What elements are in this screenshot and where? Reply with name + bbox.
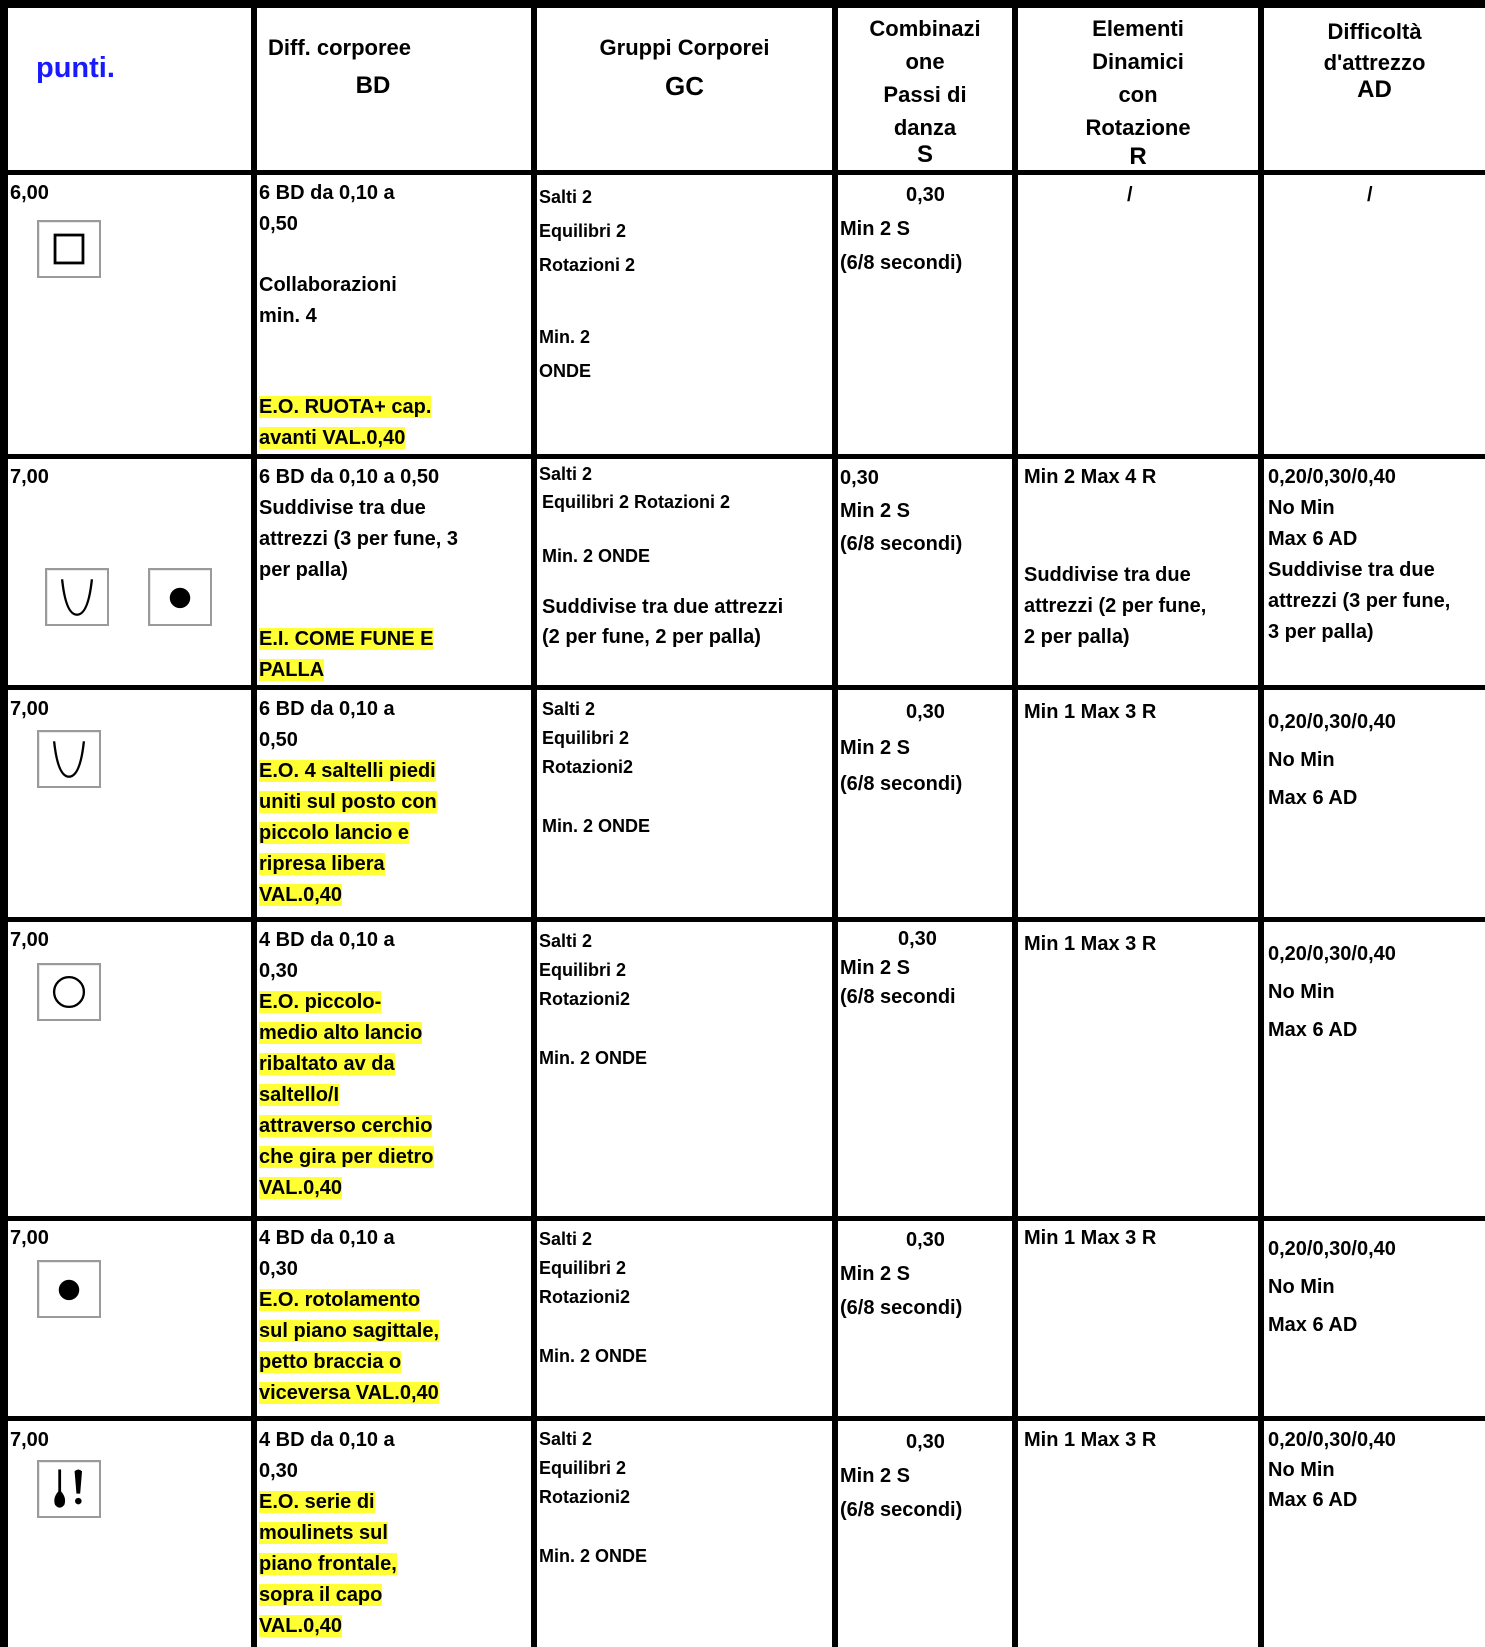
ad-line: 0,20/0,30/0,40 [1268, 943, 1396, 965]
row-gc-onde: Min. 2 ONDE [542, 816, 651, 836]
bd-highlight-line: uniti sul posto con [259, 791, 437, 813]
bd-highlight-line: E.O. serie di [259, 1491, 375, 1513]
column-divider [1258, 0, 1264, 1647]
header-s-line: S [916, 141, 933, 168]
row-punti: 7,00 [10, 1227, 49, 1249]
bd-highlight-line: sopra il capo [259, 1584, 383, 1606]
bd-highlight-line: E.I. COME FUNE E [259, 628, 434, 650]
row-gc-onde: Min. 2 ONDE [539, 1048, 648, 1068]
row-punti: 7,00 [10, 466, 49, 488]
r-line: Suddivise tra due [1024, 564, 1191, 586]
s-value: 0,30 [906, 1229, 945, 1251]
s-line: Min 2 S [840, 957, 911, 979]
bd-highlight-line: VAL.0,40 [259, 884, 342, 906]
row-r: Min 1 Max 3 R [1024, 933, 1157, 955]
table-border-left [0, 0, 8, 1647]
ad-line: 0,20/0,30/0,40 [1268, 1429, 1396, 1451]
bd-highlight-line: petto braccia o [259, 1351, 402, 1373]
bd-highlight-line: E.O. rotolamento [259, 1289, 421, 1311]
ad-line: No Min [1268, 1276, 1335, 1298]
bd-line: 0,30 [259, 960, 298, 982]
header-r [1018, 12, 1258, 170]
s-line: Min 2 S [840, 218, 911, 240]
bd-highlight-line: VAL.0,40 [259, 1615, 342, 1637]
bd-highlight-line: moulinets sul [259, 1522, 388, 1544]
row-bd-highlight [259, 624, 433, 686]
header-r-line: Dinamici [1092, 49, 1184, 74]
row-s [840, 462, 962, 561]
s-line: (6/8 secondi) [840, 773, 963, 795]
s-value: 0,30 [906, 184, 945, 206]
row-ad [1268, 462, 1450, 648]
row-punti: 6,00 [10, 182, 49, 204]
gc-line: Equilibri 2 Rotazioni 2 [542, 492, 731, 512]
row-s [840, 1425, 962, 1527]
s-line: Min 2 S [840, 500, 911, 522]
bd-line: 6 BD da 0,10 a 0,50 [259, 466, 440, 488]
ad-line: 3 per palla) [1268, 621, 1374, 643]
row-gc [539, 180, 635, 282]
row-bd [259, 462, 458, 586]
row-s [840, 1223, 962, 1325]
row-bd-highlight [259, 1285, 439, 1409]
row-s [840, 925, 956, 1012]
ball-icon [148, 568, 212, 626]
row-ad [1268, 703, 1396, 817]
bd-line: min. 4 [259, 305, 317, 327]
header-gc [537, 32, 832, 102]
column-divider [832, 0, 838, 1647]
row-s [840, 694, 962, 802]
row-punti: 7,00 [10, 1429, 49, 1451]
row-r-extra [1024, 560, 1206, 653]
gc-line: Salti 2 [539, 1229, 593, 1249]
ad-line: Suddivise tra due [1268, 559, 1435, 581]
s-line: (6/8 secondi [840, 986, 956, 1008]
header-bd-line2: BD [355, 72, 391, 99]
row-bd [259, 694, 395, 756]
row-r: Min 1 Max 3 R [1024, 701, 1157, 723]
bd-highlight-line: che gira per dietro [259, 1146, 434, 1168]
ad-line: No Min [1268, 1459, 1335, 1481]
header-ad-line: AD [1357, 76, 1392, 103]
s-value: 0,30 [840, 467, 879, 489]
row-divider [0, 1416, 1485, 1421]
row-gc [539, 927, 630, 1014]
column-divider [251, 0, 257, 1647]
row-divider [0, 454, 1485, 459]
ad-line: 0,20/0,30/0,40 [1268, 1238, 1396, 1260]
gc-line: Salti 2 [539, 931, 593, 951]
gc-line: Equilibri 2 [539, 960, 627, 980]
header-gc-line1: Gruppi Corporei [599, 35, 770, 60]
gc-line: Suddivise tra due attrezzi [542, 596, 784, 618]
header-punti: punti. [36, 52, 115, 84]
bd-line: 0,50 [259, 213, 298, 235]
clubs-icon [37, 1460, 101, 1518]
row-ad: / [1367, 184, 1373, 206]
bd-line: attrezzi (3 per fune, 3 [259, 528, 458, 550]
gc-line: ONDE [539, 361, 592, 381]
header-r-line: con [1118, 82, 1158, 107]
r-line: attrezzi (2 per fune, [1024, 595, 1207, 617]
row-bd [259, 178, 395, 240]
rope-icon [45, 568, 109, 626]
bd-highlight-line: attraverso cerchio [259, 1115, 433, 1137]
row-gc-onde: Min. 2 ONDE [539, 1546, 648, 1566]
s-line: Min 2 S [840, 1263, 911, 1285]
s-line: Min 2 S [840, 737, 911, 759]
gc-line: Equilibri 2 [539, 1258, 627, 1278]
ad-line: Max 6 AD [1268, 787, 1358, 809]
row-r: Min 1 Max 3 R [1024, 1227, 1157, 1249]
gc-line: Rotazioni2 [539, 1287, 631, 1307]
gc-line: (2 per fune, 2 per palla) [542, 626, 761, 648]
gc-line: Salti 2 [542, 699, 596, 719]
header-s [838, 12, 1012, 166]
s-line: Min 2 S [840, 1465, 911, 1487]
gc-line: Equilibri 2 [539, 1458, 627, 1478]
bd-highlight-line: viceversa VAL.0,40 [259, 1382, 439, 1404]
bd-highlight-line: avanti VAL.0,40 [259, 427, 406, 449]
row-gc [539, 1225, 630, 1312]
s-line: (6/8 secondi) [840, 533, 963, 555]
row-divider [0, 917, 1485, 922]
header-ad-line: d'attrezzo [1323, 50, 1426, 75]
bd-highlight-line: piccolo lancio e [259, 822, 410, 844]
ball-icon [37, 1260, 101, 1318]
gc-line: Min. 2 [539, 327, 591, 347]
square-icon [37, 220, 101, 278]
s-value: 0,30 [898, 928, 937, 950]
bd-highlight-line: E.O. RUOTA+ cap. [259, 396, 432, 418]
gc-line: Rotazioni2 [539, 989, 631, 1009]
bd-highlight-line: medio alto lancio [259, 1022, 423, 1044]
bd-line: per palla) [259, 559, 348, 581]
header-s-line: one [905, 49, 945, 74]
row-punti: 7,00 [10, 929, 49, 951]
header-r-line: R [1129, 143, 1147, 170]
header-r-line: Elementi [1092, 16, 1184, 41]
bd-line: 4 BD da 0,10 a [259, 929, 395, 951]
bd-line: 4 BD da 0,10 a [259, 1227, 395, 1249]
bd-highlight-line: ripresa libera [259, 853, 385, 875]
rope-icon [37, 730, 101, 788]
ad-line: 0,20/0,30/0,40 [1268, 466, 1396, 488]
row-divider [0, 1216, 1485, 1221]
row-bd-extra [259, 270, 397, 332]
bd-line: 0,30 [259, 1258, 298, 1280]
r-line: 2 per palla) [1024, 626, 1130, 648]
ad-line: No Min [1268, 749, 1335, 771]
bd-highlight-line: sul piano sagittale, [259, 1320, 440, 1342]
gc-line: Equilibri 2 [542, 728, 630, 748]
row-r: Min 1 Max 3 R [1024, 1429, 1157, 1451]
row-ad [1268, 935, 1396, 1049]
gc-line: Rotazioni2 [542, 757, 634, 777]
s-value: 0,30 [906, 701, 945, 723]
bd-highlight-line: PALLA [259, 659, 325, 681]
s-line: (6/8 secondi) [840, 252, 963, 274]
row-punti: 7,00 [10, 698, 49, 720]
row-divider [0, 170, 1485, 175]
bd-line: 6 BD da 0,10 a [259, 698, 395, 720]
row-bd-highlight [259, 1487, 397, 1642]
header-s-line: danza [893, 115, 957, 140]
header-s-line: Passi di [883, 82, 967, 107]
row-r: Min 2 Max 4 R [1024, 466, 1157, 488]
row-gc-onde: Min. 2 ONDE [542, 546, 651, 566]
row-gc [539, 460, 730, 516]
bd-highlight-line: VAL.0,40 [259, 1177, 342, 1199]
gc-line: Equilibri 2 [539, 221, 627, 241]
row-bd [259, 1425, 395, 1487]
gc-line: Rotazioni2 [539, 1487, 631, 1507]
bd-line: 4 BD da 0,10 a [259, 1429, 395, 1451]
ad-line: No Min [1268, 497, 1335, 519]
bd-line: 0,30 [259, 1460, 298, 1482]
ad-line: No Min [1268, 981, 1335, 1003]
row-bd [259, 925, 395, 987]
header-bd [268, 32, 478, 102]
row-gc-onde: Min. 2 ONDE [539, 1346, 648, 1366]
column-divider [1012, 0, 1018, 1647]
bd-highlight-line: E.O. 4 saltelli piedi [259, 760, 436, 782]
ad-line: Max 6 AD [1268, 1019, 1358, 1041]
header-ad [1264, 16, 1485, 102]
gc-line: Salti 2 [539, 464, 593, 484]
row-ad [1268, 1425, 1396, 1515]
header-s-line: Combinazi [869, 16, 981, 41]
row-bd-highlight [259, 392, 431, 454]
gc-line: Salti 2 [539, 187, 593, 207]
bd-highlight-line: piano frontale, [259, 1553, 397, 1575]
row-gc-onde [539, 320, 591, 388]
ad-line: attrezzi (3 per fune, [1268, 590, 1451, 612]
gc-line: Rotazioni 2 [539, 255, 636, 275]
bd-highlight-line: E.O. piccolo- [259, 991, 382, 1013]
row-bd-highlight [259, 756, 437, 911]
row-s [840, 178, 962, 280]
s-line: (6/8 secondi) [840, 1297, 963, 1319]
bd-highlight-line: ribaltato av da [259, 1053, 395, 1075]
ad-line: Max 6 AD [1268, 528, 1358, 550]
row-gc [539, 1425, 630, 1512]
bd-line: Suddivise tra due [259, 497, 426, 519]
row-r: / [1127, 184, 1133, 206]
bd-line: 6 BD da 0,10 a [259, 182, 395, 204]
row-divider [0, 685, 1485, 690]
ad-line: 0,20/0,30/0,40 [1268, 711, 1396, 733]
header-r-line: Rotazione [1085, 115, 1191, 140]
row-bd-highlight [259, 987, 434, 1204]
hoop-icon [37, 963, 101, 1021]
row-gc-extra [542, 592, 783, 652]
gc-line: Salti 2 [539, 1429, 593, 1449]
header-ad-line: Difficoltà [1327, 19, 1422, 44]
column-divider [531, 0, 537, 1647]
row-ad [1268, 1230, 1396, 1344]
ad-line: Max 6 AD [1268, 1314, 1358, 1336]
bd-line: 0,50 [259, 729, 298, 751]
row-gc [542, 695, 633, 782]
s-line: (6/8 secondi) [840, 1499, 963, 1521]
s-value: 0,30 [906, 1431, 945, 1453]
bd-highlight-line: saltello/I [259, 1084, 340, 1106]
header-bd-line1: Diff. corporee [268, 35, 412, 60]
header-gc-line2: GC [665, 71, 704, 101]
bd-line: Collaborazioni [259, 274, 397, 296]
ad-line: Max 6 AD [1268, 1489, 1358, 1511]
row-bd [259, 1223, 395, 1285]
